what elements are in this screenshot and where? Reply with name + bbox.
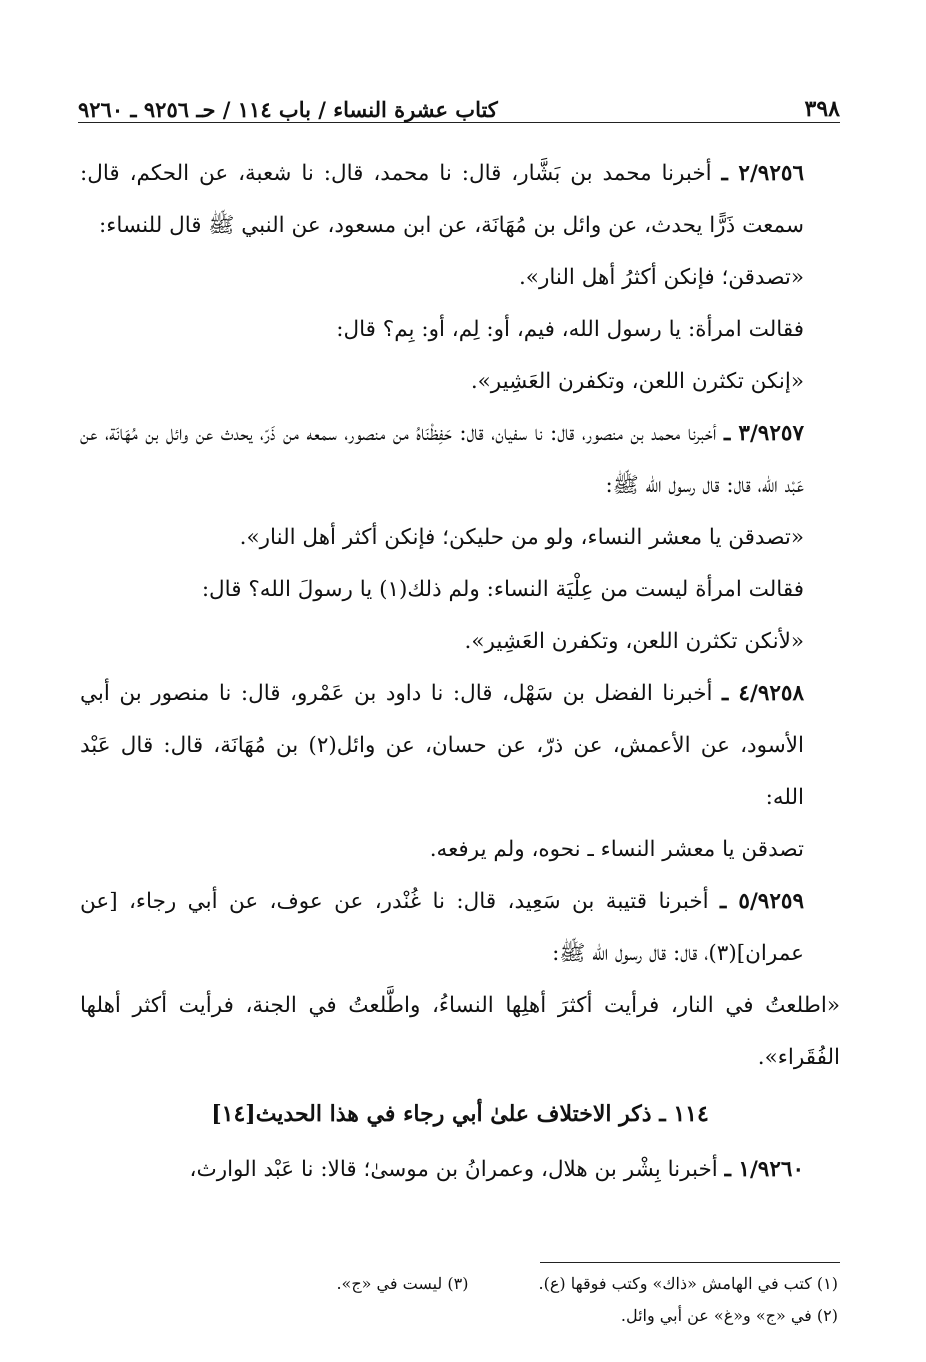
hadith-number: ٣/٩٢٥٧ ـ xyxy=(723,421,804,446)
hadith-text: أخبرنا بِشْر بن هلال، وعمرانُ بن موسىٰ؛ قالا: نا عَبْد الوارث، xyxy=(189,1157,718,1182)
hadith-9256 xyxy=(80,148,840,252)
quote-line: «تصدقن يا معشر النساء، ولو من حليكن؛ فإنكن أكثر أهل النار». xyxy=(239,525,804,550)
quote-line: «تصدقن؛ فإنكن أكثرُ أهل النار». xyxy=(518,265,804,290)
narration-line: تصدقن يا معشر النساء ـ نحوه، ولم يرفعه. xyxy=(429,837,804,862)
footnote-2: (٢) في «ج» و«غ» عن أبي وائل. xyxy=(620,1306,838,1325)
hadith-number: ٢/٩٢٥٦ ـ xyxy=(721,161,804,186)
hadith-text: أخبرنا محمد بن منصور، قال: نا سفيان، قال: حَفِظْنَاهُ من منصور، سمعه من ذَرّ، يحدث عن وائل بن مُهَانَة، عن عَبْد الله، قال: قال رسول الله ﷺ: xyxy=(80,421,804,498)
section-heading: ١١٤ ـ ذكر الاختلاف علىٰ أبي رجاء في هذا الحديث[١٤] xyxy=(211,1101,709,1127)
main-text xyxy=(80,148,840,1196)
quote-line: «لأنكن تكثرن اللعن، وتكفرن العَشِير». xyxy=(464,629,804,654)
footnotes xyxy=(80,1268,838,1332)
narration-line: فقالت امرأة ليست من عِلْيَة النساء: ولم ذلك(١) يا رسولَ الله؟ قال: xyxy=(201,577,804,602)
page-header xyxy=(78,88,840,123)
page-number: ٣٩٨ xyxy=(804,96,840,122)
hadith-number: ٥/٩٢٥٩ ـ xyxy=(720,889,804,914)
hadith-9259 xyxy=(80,876,840,980)
hadith-text: أخبرنا الفضل بن سَهْل، قال: نا داود بن عَمْرو، قال: نا منصور بن أبي الأسود، عن الأعمش، عن ذرّ، عن حسان، عن وائل(٢) بن مُهَانَة، قال: قال عَبْد الله: xyxy=(80,681,804,810)
quote-line: «إنكن تكثرن اللعن، وتكفرن العَشِير». xyxy=(470,369,804,394)
hadith-9258 xyxy=(80,668,840,824)
narration-line: فقالت امرأة: يا رسول الله، فيم، أو: لِم، أو: بِم؟ قال: xyxy=(336,317,804,342)
hadith-number: ٤/٩٢٥٨ ـ xyxy=(721,681,805,706)
hadith-9260 xyxy=(80,1144,840,1196)
hadith-9257 xyxy=(80,408,840,512)
footnote-1: (١) كتب في الهامش «ذاك» وكتب فوقها (ع). xyxy=(538,1274,838,1293)
quote-line: «اطلعتُ في النار، فرأيت أكثرَ أهلِها النساءُ، واطَّلعتُ في الجنة، فرأيت أكثر أهلها الفُقَراء». xyxy=(80,993,840,1070)
hadith-number: ١/٩٢٦٠ ـ xyxy=(724,1157,804,1182)
footnote-row xyxy=(80,1268,838,1300)
hadith-text: أخبرنا محمد بن بَشَّار، قال: نا محمد، قال: نا شعبة، عن الحكم، قال: سمعت ذَرًّا يحدث، عن وائل بن مُهَانَة، عن ابن مسعود، عن النبي ﷺ قال للنساء: xyxy=(80,161,804,238)
footnote-divider xyxy=(540,1262,840,1263)
footnote-3: (٣) ليست في «ج». xyxy=(336,1274,469,1293)
running-title: كتاب عشرة النساء / باب ١١٤ / حـ ٩٢٥٦ ـ ٩٢٦٠ xyxy=(78,97,498,122)
hadith-text: أخبرنا قتيبة بن سَعِيد، قال: نا غُنْدر، عن عوف، عن أبي رجاء، [عن عمران](٣)، قال: قال رسول الله ﷺ: xyxy=(80,889,804,966)
